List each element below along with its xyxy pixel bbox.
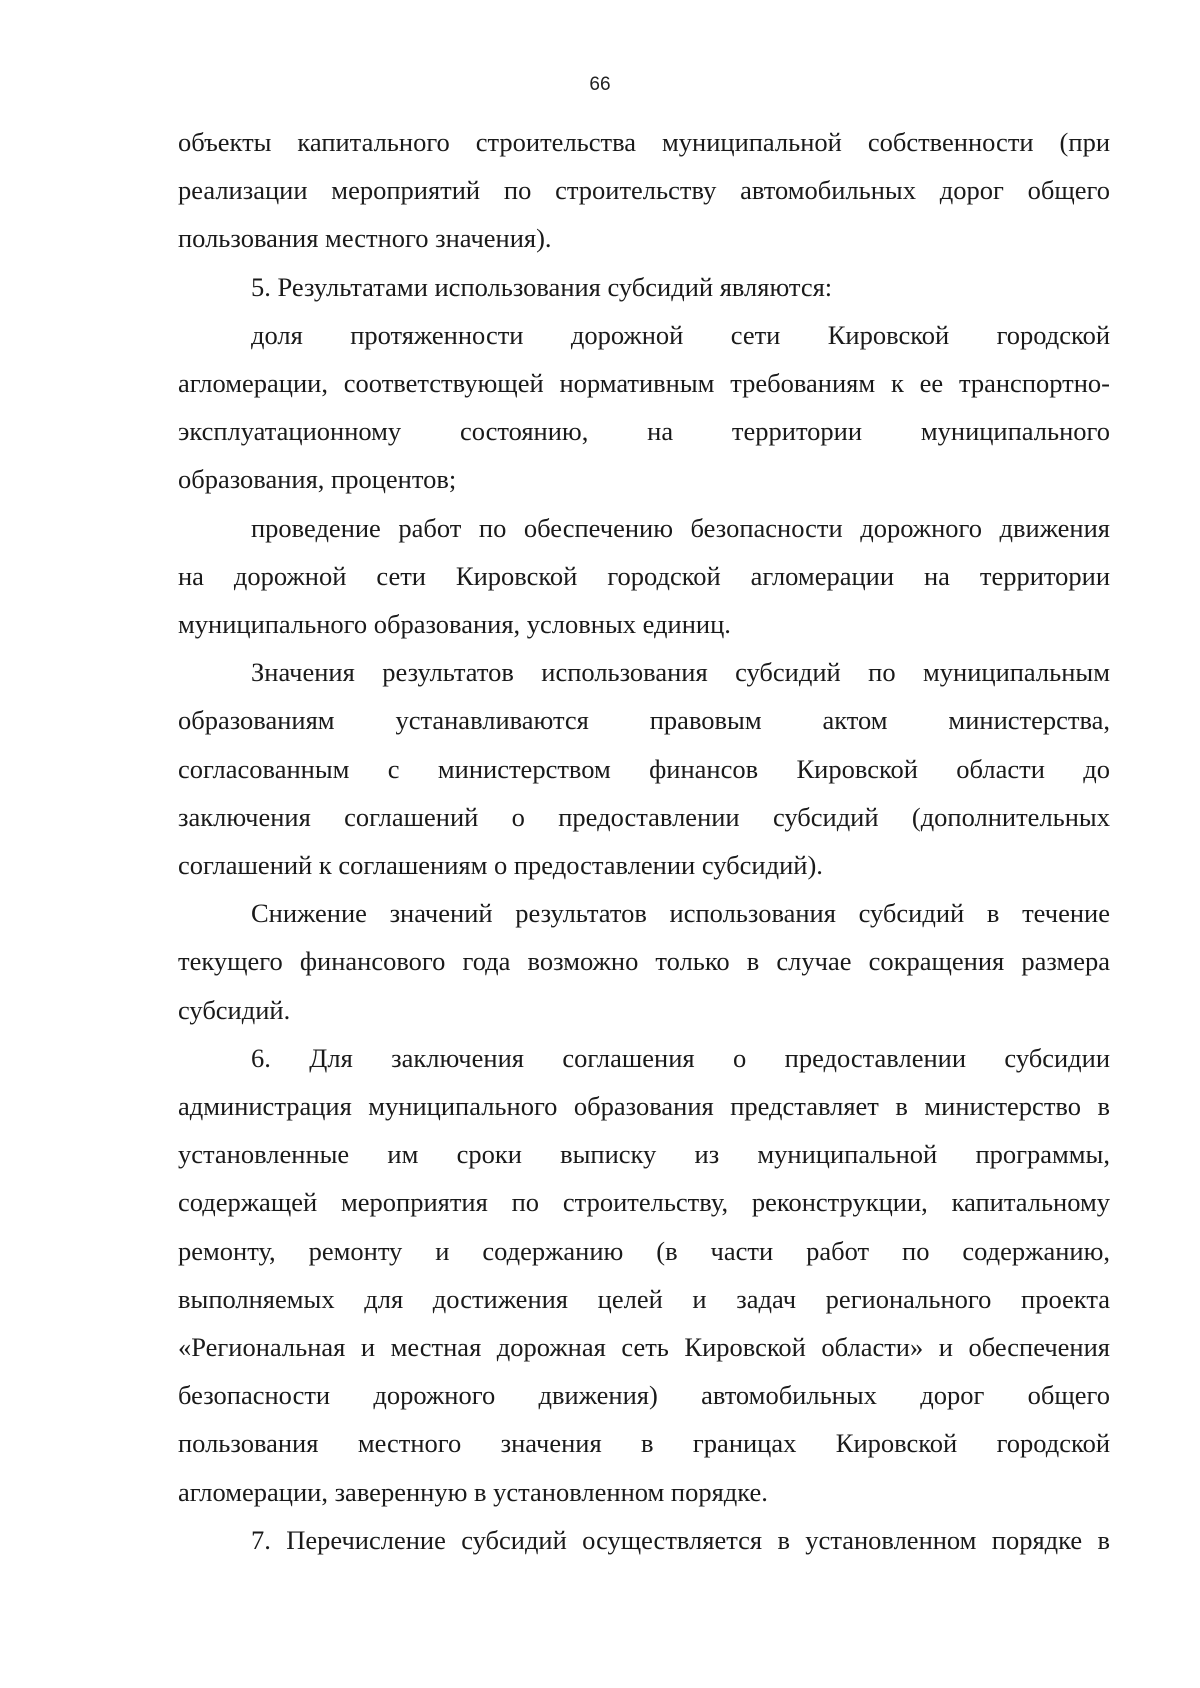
text-line: муниципального образования, условных единиц. [178,609,731,640]
text-line: Снижение значений результатов использования субсидий в течение [251,898,1110,929]
text-line: пользования местного значения в границах Кировской городской [178,1428,1110,1459]
text-line: субсидий. [178,994,291,1025]
text-line: согласованным с министерством финансов Кировской области до [178,753,1110,784]
text-line: 5. Результатами использования субсидий являются: [251,271,833,302]
text-line: проведение работ по обеспечению безопасности дорожного движения [251,512,1110,543]
text-line: заключения соглашений о предоставлении субсидий (дополнительных [178,801,1110,832]
text-line: агломерации, соответствующей нормативным требованиям к ее транспортно- [178,368,1110,399]
text-line: Значения результатов использования субсидий по муниципальным [251,657,1110,688]
document-body [178,118,1110,1564]
text-line: образования, процентов; [178,464,457,495]
text-line: образованиям устанавливаются правовым актом министерства, [178,705,1110,736]
text-line: доля протяженности дорожной сети Кировской городской [251,319,1110,350]
text-line: 6. Для заключения соглашения о предоставлении субсидии [251,1042,1110,1073]
text-line: пользования местного значения). [178,223,552,254]
text-line: соглашений к соглашениям о предоставлении субсидий). [178,850,823,881]
text-line: ремонту, ремонту и содержанию (в части работ по содержанию, [178,1235,1110,1266]
text-line: эксплуатационному состоянию, на территории муниципального [178,416,1110,447]
text-line: выполняемых для достижения целей и задач регионального проекта [178,1283,1110,1314]
text-line: агломерации, заверенную в установленном порядке. [178,1476,768,1507]
text-line: «Региональная и местная дорожная сеть Кировской области» и обеспечения [178,1332,1110,1363]
page-number: 66 [589,74,611,95]
text-line: 7. Перечисление субсидий осуществляется в установленном порядке в [251,1524,1110,1555]
text-line: содержащей мероприятия по строительству, реконструкции, капитальному [178,1187,1110,1218]
text-line: реализации мероприятий по строительству автомобильных дорог общего [178,175,1110,206]
text-line: безопасности дорожного движения) автомобильных дорог общего [178,1380,1110,1411]
text-line: администрация муниципального образования представляет в министерство в [178,1091,1110,1122]
text-line: на дорожной сети Кировской городской агломерации на территории [178,560,1110,591]
text-line: текущего финансового года возможно только в случае сокращения размера [178,946,1110,977]
text-line: установленные им сроки выписку из муниципальной программы, [178,1139,1110,1170]
text-line: объекты капитального строительства муниципальной собственности (при [178,127,1110,157]
